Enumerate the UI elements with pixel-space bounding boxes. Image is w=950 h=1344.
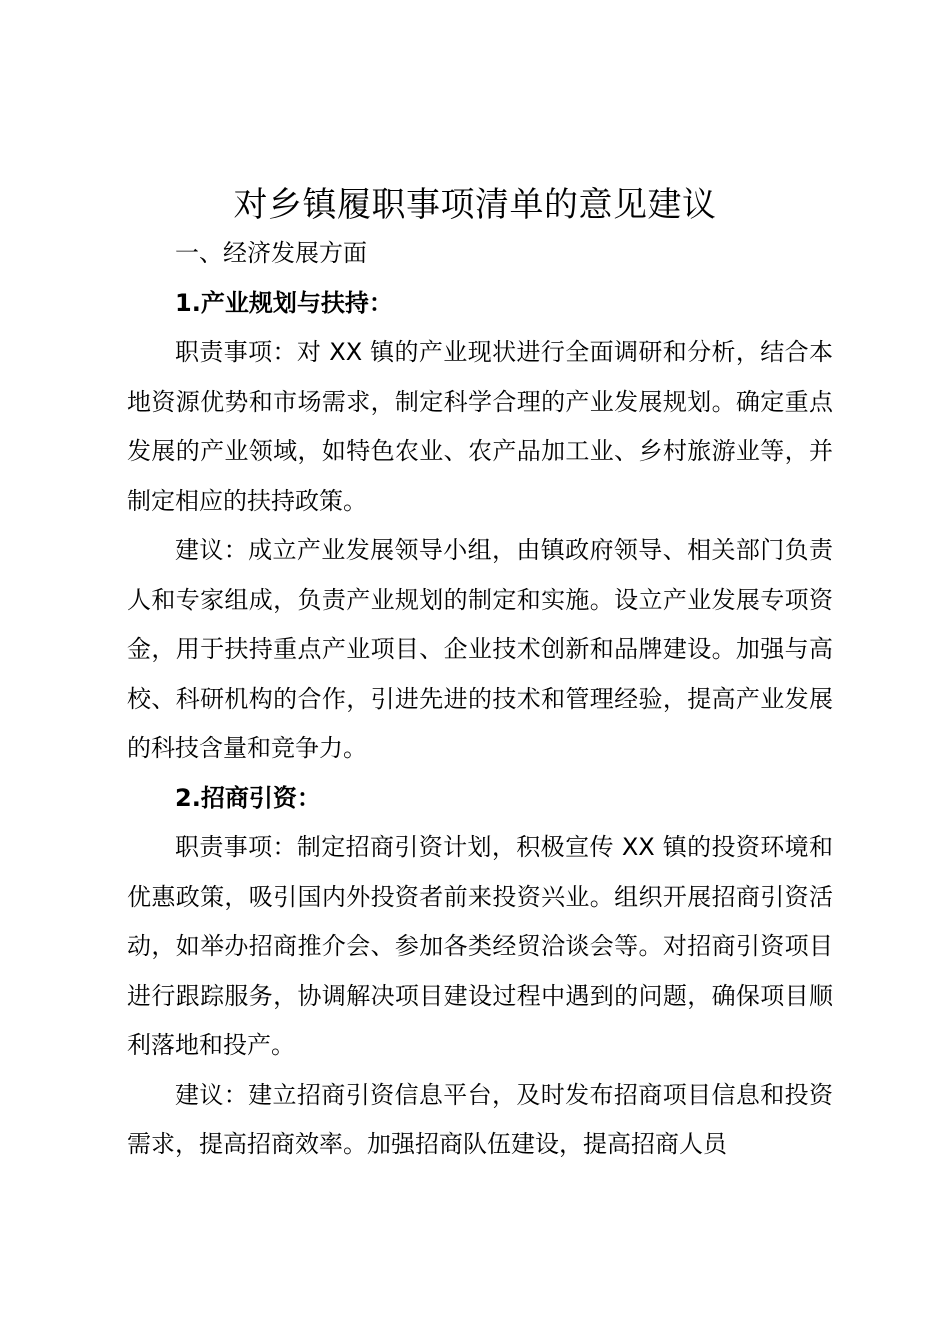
paragraph-industry-suggestion: 建议：成立产业发展领导小组，由镇政府领导、相关部门负责人和专家组成，负责产业规划的制定和实施。设立产业发展专项资金，用于扶持重点产业项目、企业技术创新和品牌建设。加强与高校、科研机构的合作，引进先进的技术和管理经验，提高产业发展的科技含量和竞争力。 — [127, 536, 833, 762]
item-heading-investment: 2.招商引资： — [175, 783, 321, 812]
document-title: 对乡镇履职事项清单的意见建议 — [233, 185, 717, 225]
item-heading-industry-planning: 1.产业规划与扶持： — [175, 288, 393, 317]
paragraph-industry-duty: 职责事项：对 XX 镇的产业现状进行全面调研和分析，结合本地资源优势和市场需求，制定科学合理的产业发展规划。确定重点发展的产业领域，如特色农业、农产品加工业、乡村旅游业等，并制定相应的扶持政策。 — [127, 338, 833, 515]
document-body — [127, 229, 833, 1170]
paragraph-investment-suggestion: 建议：建立招商引资信息平台，及时发布招商项目信息和投资需求，提高招商效率。加强招商队伍建设，提高招商人员 — [127, 1080, 833, 1158]
section-heading-economy: 一、经济发展方面 — [175, 239, 367, 267]
paragraph-investment-duty: 职责事项：制定招商引资计划，积极宣传 XX 镇的投资环境和优惠政策，吸引国内外投资者前来投资兴业。组织开展招商引资活动，如举办招商推介会、参加各类经贸洽谈会等。对招商引资项目进行跟踪服务，协调解决项目建设过程中遇到的问题，确保项目顺利落地和投产。 — [127, 833, 833, 1059]
